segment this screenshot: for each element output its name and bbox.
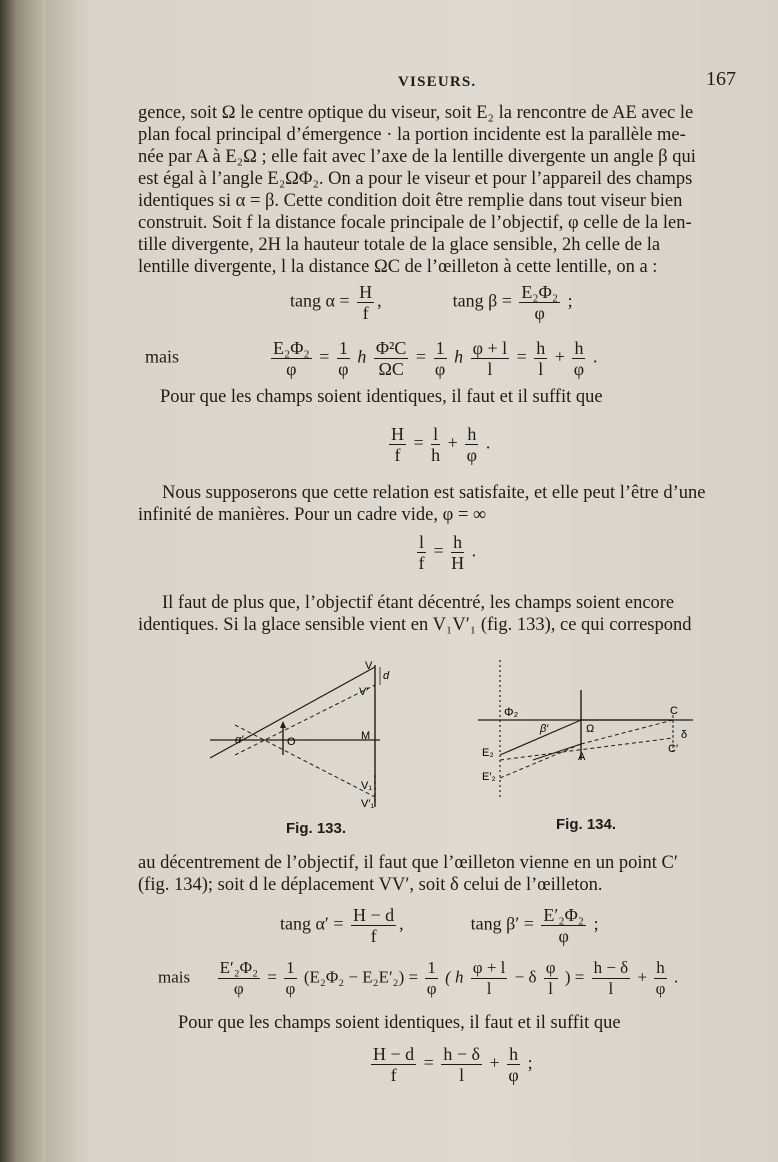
- equation-condition: $\frac{H}{f}$ = $\frac{l}{h}$ + $\frac{h}{\varphi}$ .: [391, 424, 491, 465]
- label-delta: δ: [681, 729, 688, 741]
- equation-tangents: tang α = $\frac{H}{f}$ , tang β = $\frac{\text{E₂Φ₂}}{\varphi}$ ;: [290, 282, 573, 323]
- text-line: identiques. Si la glace sensible vient en V₁V′₁ (fig. 133), ce qui correspond: [138, 615, 692, 635]
- fraction: $\frac{\varphi + l}{l}$: [472, 338, 508, 379]
- text-line: tille divergente, 2H la hauteur totale de la glace sensible, 2h celle de la: [138, 235, 661, 255]
- figure-133-caption: Fig. 133.: [286, 820, 347, 837]
- ray-to-V1: [235, 725, 375, 797]
- fraction: $\frac{\text{Φ²C}}{\Omega C}$: [375, 338, 407, 379]
- text-line: Pour que les champs soient identiques, il faut et il suffit que: [178, 1013, 621, 1033]
- label-V1: V₁: [361, 780, 373, 792]
- equation-empty-frame: $\frac{l}{f}$ = $\frac{h}{H}$ .: [418, 532, 477, 573]
- fraction: $\frac{1}{\varphi}$: [434, 338, 446, 379]
- text-line: identiques si α = β. Cette condition doit être remplie dans tout viseur bien: [138, 191, 683, 211]
- text-line: Pour que les champs soient identiques, il faut et il suffit que: [160, 387, 603, 407]
- equation-mais-1: mais $\frac{\text{E₂Φ₂}}{\varphi}$ = $\frac{1}{\varphi}$ h $\frac{\text{Φ²C}}{\Omega C}$ = $\frac{1}{\varphi}$ h $\frac{\varphi + l}{l}$ = $\frac{h}{l}$ + $\frac{h}{\varphi}$ .: [145, 338, 598, 379]
- label-C-prime: C′: [668, 743, 679, 755]
- fraction: $\frac{h}{\varphi}$: [466, 424, 478, 465]
- fraction: $\frac{1}{\varphi}$: [285, 958, 296, 998]
- label-beta-prime: β′: [540, 723, 549, 735]
- fraction: $\frac{l}{f}$: [418, 532, 425, 573]
- ray-A-C: [581, 720, 673, 744]
- fraction: $\frac{\text{E′₂Φ₂}}{\varphi}$: [219, 958, 258, 998]
- fraction: $\frac{H - d}{f}$: [373, 1044, 415, 1085]
- text-line: (fig. 134); soit d le déplacement VV′, soit δ celui de l’œilleton.: [138, 875, 603, 895]
- text-line: Nous supposerons que cette relation est satisfaite, et elle peut l’être d’une: [162, 483, 706, 503]
- label-E2-prime: E′₂: [482, 771, 496, 783]
- fraction: $\frac{h}{\varphi}$: [508, 1044, 519, 1085]
- fraction: $\frac{\text{E₂Φ₂}}{\varphi}$: [273, 338, 310, 379]
- fraction: $\frac{H}{f}$: [359, 282, 373, 323]
- paragraph-2: [160, 386, 740, 408]
- paragraph-5: [138, 852, 740, 896]
- previous-page-edge: [0, 0, 46, 1162]
- label-M: M: [361, 730, 371, 742]
- fraction: $\frac{h - \delta}{l}$: [593, 958, 629, 998]
- paragraph-1: [138, 102, 740, 278]
- fraction: $\frac{h}{\varphi}$: [655, 958, 666, 998]
- fraction: $\frac{h - \delta}{l}$: [443, 1044, 480, 1085]
- fraction: $\frac{1}{\varphi}$: [426, 958, 437, 998]
- label-V1-prime: V′₁: [361, 798, 375, 810]
- fraction: $\frac{1}{\varphi}$: [338, 338, 349, 379]
- label-O: O: [287, 736, 296, 748]
- fraction: $\frac{l}{h}$: [431, 424, 441, 465]
- text-line: plan focal principal d’émergence · la portion incidente est la parallèle me-: [138, 125, 686, 145]
- paragraph-3: [138, 482, 740, 526]
- fraction: $\frac{H}{f}$: [391, 424, 404, 465]
- running-title: VISEURS.: [398, 74, 477, 90]
- fraction: $\frac{h}{H}$: [451, 532, 465, 573]
- eq-text: tang β =: [452, 290, 512, 311]
- text-line: construit. Soit f la distance focale principale de l’objectif, φ celle de la len-: [138, 213, 692, 233]
- equation-condition-prime: $\frac{H - d}{f}$ = $\frac{h - \delta}{l}$ + $\frac{h}{\varphi}$ ;: [373, 1044, 533, 1085]
- ray-Cp: [500, 738, 673, 760]
- paragraph-4: [138, 592, 740, 636]
- fraction: $\frac{\varphi + l}{l}$: [472, 958, 506, 998]
- text-line: est égal à l’angle E₂ΩΦ₂. On a pour le viseur et pour l’appareil des champs: [138, 169, 693, 189]
- text-line: infinité de manières. Pour un cadre vide, φ = ∞: [138, 505, 487, 525]
- label-Omega: Ω: [586, 723, 595, 735]
- figure-133-diagram: [205, 655, 395, 815]
- fraction: $\frac{\varphi}{l}$: [545, 958, 556, 998]
- fraction: $\frac{h}{l}$: [536, 338, 546, 379]
- parallel-ray: [533, 744, 581, 760]
- page-header: [136, 66, 740, 94]
- text-line: lentille divergente, l la distance ΩC de l’œilleton à cette lentille, on a :: [138, 257, 658, 277]
- text-line: Il faut de plus que, l’objectif étant décentré, les champs soient encore: [162, 593, 675, 613]
- eq-text: tang α =: [290, 290, 350, 311]
- equation-mais-2: mais $\frac{\text{E′₂Φ₂}}{\varphi}$ = $\frac{1}{\varphi}$ (E₂Φ₂ − E₂E′₂) = $\frac{1}{\varphi}$ ( h $\frac{\varphi + l}{l}$ − δ $\frac{\varphi}{l}$ ) = $\frac{h - \delta}{l}$ + $\frac{h}{\varphi}$ .: [158, 958, 679, 998]
- label-A: A: [578, 751, 586, 763]
- text-line: gence, soit Ω le centre optique du viseur, soit E₂ la rencontre de AE avec le: [138, 103, 694, 123]
- fraction: $\frac{\text{E′₂Φ₂}}{\varphi}$: [543, 905, 585, 946]
- fraction: $\frac{H - d}{f}$: [353, 905, 395, 946]
- label-alpha-prime: α′: [235, 734, 244, 746]
- fraction: $\frac{h}{\varphi}$: [573, 338, 585, 379]
- page-number: 167: [706, 68, 736, 90]
- label-V: V: [365, 660, 373, 672]
- text-line: au décentrement de l’objectif, il faut que l’œilleton vienne en un point C′: [138, 853, 678, 873]
- label-C: C: [670, 705, 678, 717]
- text-line: née par A à E₂Ω ; elle fait avec l’axe de la lentille divergente un angle β qui: [138, 147, 696, 167]
- fraction: $\frac{\text{E₂Φ₂}}{\varphi}$: [521, 282, 559, 323]
- lens-arrow-top: [280, 721, 286, 728]
- figure-134-caption: Fig. 134.: [556, 816, 617, 833]
- label-d: d: [383, 670, 390, 682]
- label-Phi2: Φ₂: [504, 705, 519, 719]
- label-V-prime: V′: [359, 686, 369, 698]
- figure-134-diagram: [478, 660, 708, 810]
- label-E2: E₂: [482, 747, 494, 759]
- paragraph-6: [178, 1012, 738, 1034]
- ray-to-V-prime: [235, 685, 375, 755]
- equation-tangents-prime: tang α′ = $\frac{H - d}{f}$ , tang β′ = $\frac{\text{E′₂Φ₂}}{\varphi}$ ;: [280, 905, 599, 946]
